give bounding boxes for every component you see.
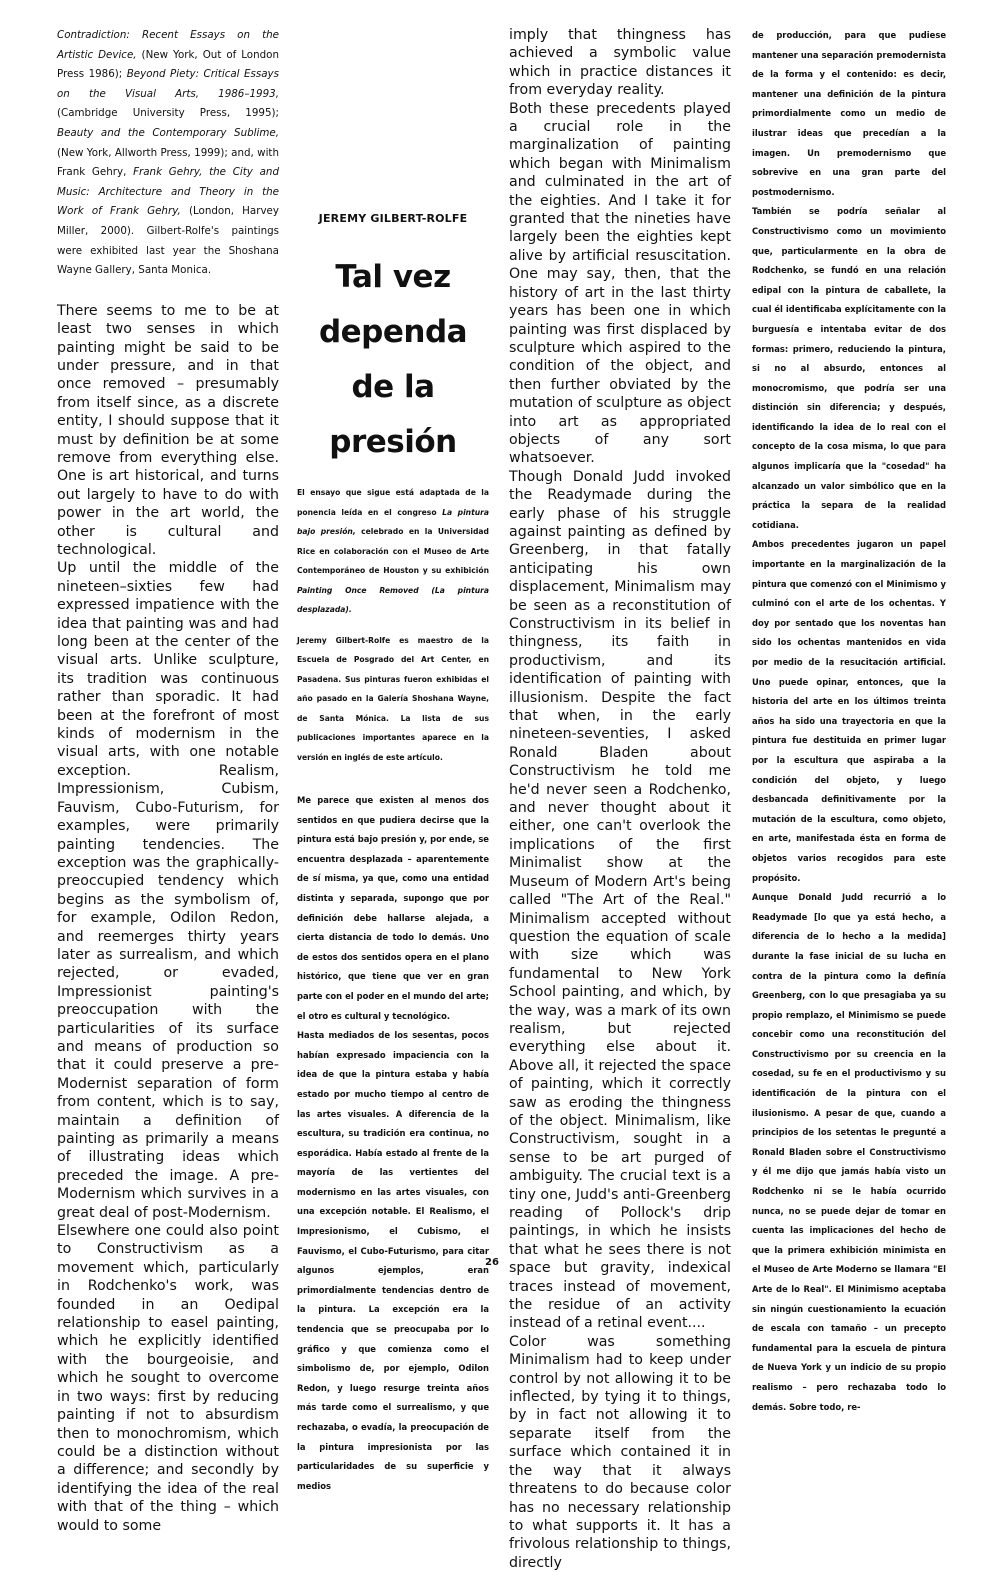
bibliography-footnote [57,26,279,281]
spanish-body-part-2 [752,26,946,1417]
paragraph: Though Donald Judd invoked the Readymade during the early phase of his struggle against painting as defined by Greenberg, in that fatally anticipating his own displacement, Minimalism may be seen as a reconstitution of Constructivism in its belief in thingness, its faith in productivism, and its identification of painting with illusionism. Despite the fact that when, in the early nineteen-seventies, I asked Ronald Bladen about Constructivism he told me he'd never seen a Rodchenko, and never thought about it either, one can't overlook the implications of the first Minimalist show at the Museum of Modern Art's being called "The Art of the Real." Minimalism accepted without question the equation of scale with size which was fundamental to New York School painting, and which, by the way, was a mark of its own realism, but rejected everything else about it. Above all, it rejected the space of painting, which it correctly saw as eroding the thingness of the object. Minimalism, like Constructivism, sought in a sense to be art purged of ambiguity. The crucial text is a tiny one, Judd's anti-Greenberg reading of Pollock's drip paintings, in which he insists that what he sees there is not space but gravity, indexical traces instead of movement, the residue of an activity instead of a retinal event.... [509,468,731,1332]
spanish-body-part-1 [297,791,489,1496]
paragraph: Up until the middle of the nineteen–sixties few had expressed impatience with the idea that painting was and had long been at the center of the visual arts. Unlike sculpture, its tradition was continuous rather than sporadic. It had been at the forefront of most kinds of modernism in the visual arts, with one notable exception. Realism, Impressionism, Cubism, Fauvism, Cubo-Futurism, for examples, were primarily painting tendencies. The exception was the graphically-preoccupied tendency which begins as the symbolism of, for example, Odilon Redon, and reemerges thirty years later as surrealism, and which rejected, or evaded, Impressionist painting's preoccupation with the particularities of its surface and means of production so that it could preserve a pre-Modernist separation of form from content, which is to say, maintain a definition of painting as primarily a means of illustrating ideas which preceded the image. A pre-Modernism which survives in a great deal of post-Modernism. [57,560,279,1221]
footnote-text: (London, Harvey Miller, 2000). Gilbert-Rolfe's paintings were exhibited last year the Shoshana Wayne Gallery, Santa Monica. [57,205,279,277]
book-title: Beauty and the Contemporary Sublime, [57,126,279,139]
paragraph: Me parece que existen al menos dos sentidos en que pudiera decirse que la pintura está bajo presión y, por ende, se encuentra desplazada – aparentemente de sí misma, ya que, como una entidad distinta y separada, supongo que por definición debe hallarse alejada, a cierta distancia de todo lo demás. Uno de estos dos sentidos opera en el plano histórico, que tiene que ver en gran parte con el poder en el mundo del arte; el otro es cultural y tecnológico. [297,795,489,1021]
author-name: JEREMY GILBERT-ROLFE [318,212,468,225]
column-3 [509,26,731,1572]
paragraph: Elsewhere one could also point to Constructivism as a movement which, particularly in Rodchenko's work, was founded in an Oedipal relationship to easel painting, which he explicitly identified with the bourgeoisie, and which he sought to overcome in two ways: first by reducing painting if not to absurdism then to monochromism, which could be a distinction without a difference; and secondly by identifying the idea of the real with that of the thing – which would to some [57,1223,279,1534]
english-body-part-1 [57,302,279,1535]
author-bio: Jeremy Gilbert-Rolfe es maestro de la Escuela de Posgrado del Art Center, en Pasadena. Sus pinturas fueron exhibidas el año pasado en la Galería Shoshana Wayne, de Santa Mónica. La lista de sus publicaciones importantes aparece en la versión en inglés de este artículo. [297,635,489,762]
conference-title: La pintura bajo presión, [297,507,489,536]
page-number: 26 [485,1257,499,1268]
book-title: Beyond Piety: Critical Essays on the Visual Arts, 1986–1993, [57,68,279,100]
editorial-note [297,483,489,620]
paragraph: Ambos precedentes jugaron un papel importante en la marginalización de la pintura que comenzó con el Minimismo y culminó con el arte de los ochentas. Y doy por sentado que los noventas han sido los ochentas mantenidos en vida por medio de la resucitación artificial. Uno puede opinar, entonces, que la historia del arte en los últimos treinta años ha sido una trayectoria en que la pintura fue destituida en primer lugar por la escultura que aspiraba a la condición del objeto, y luego desbancada definitivamente por la mutación de la escultura, como objeto, en arte, manifestada ésta en forma de objetos varios recogidos para este propósito. [752,539,946,883]
column-2 [297,26,489,1496]
note-text: El ensayo que sigue está adaptada de la ponencia leída en el congreso [297,488,489,517]
footnote-text: (New York, Out of London Press 1986); [57,48,279,81]
article-title [297,250,489,470]
paragraph: There seems to me to be at least two senses in which painting might be said to be under pressure, and in that once removed – presumably from itself since, as a discrete entity, I should suppose that it must by definition be at some remove from everything else. One is art historical, and turns out largely to have to do with power in the art world, the other is cultural and technological. [57,302,279,558]
paragraph: imply that thingness has achieved a symbolic value which in practice distances it from everyday reality. [509,27,731,99]
title-line: de la presión [329,369,457,460]
note-text: celebrado en la Universidad Rice en colaboración con el Museo de Arte Contemporáneo de Houston y su exhibición [297,527,489,575]
footnote-text: (New York, Allworth Press, 1999); and, with Frank Gehry, [57,146,279,179]
paragraph: de producción, para que pudiese mantener una separación premodernista de la forma y el contenido: es decir, mantener una definición de la pintura primordialmente como un medio de ilustrar ideas que precedían a la imagen. Un premodernismo que sobrevive en una gran parte del postmodernismo. [752,30,946,197]
column-4 [752,26,946,1417]
exhibition-title: Painting Once Removed (La pintura desplazada). [297,585,489,614]
paragraph: También se podría señalar al Constructivismo como un movimiento que, particularmente en la obra de Rodchenko, se fundó en una relación edipal con la pintura de caballete, la cual él identificaba explícitamente con la burguesía e intentaba evitar de dos formas: primero, reduciendo la pintura, si no al absurdo, entonces al monocromismo, que podría ser una distinción sin diferencia; y después, identificando la idea de lo real con el concepto de la cosa misma, lo que para algunos implicaría que la "cosedad" ha alcanzado un valor simbólico que en la práctica la separa de la realidad cotidiana. [752,206,946,530]
column-1 [57,26,279,1535]
english-body-part-2 [509,26,731,1572]
paragraph: Aunque Donald Judd recurrió a lo Readymade [lo que ya está hecho, a diferencia de lo hecho a la medida] durante la fase inicial de su lucha en contra de la pintura como la definía Greenberg, con lo que presagiaba ya su propio remplazo, el Minimismo se puede concebir como una reconstitución del Constructivismo por su creencia en la cosedad, su fe en el productivismo y su identificación de la pintura con el ilusionismo. A pesar de que, cuando a principios de los setentas le pregunté a Ronald Bladen sobre el Constructivismo y él me dijo que jamás había visto un Rodchenko ni se le había ocurrido nunca, no se puede dejar de tomar en cuenta las implicaciones del hecho de que la primera exhibición minimista en el Museo de Arte Moderno se llamara "El Arte de lo Real". El Minimismo aceptaba sin ningún cuestionamiento la ecuación de escala con tamaño – un precepto fundamental para la escuela de pintura de Nueva York y un indicio de su propio realismo – pero rechazaba todo lo demás. Sobre todo, re- [752,892,946,1412]
book-title: Frank Gehry, the City and Music: Architecture and Theory in the Work of Frank Gehry, [57,166,279,218]
book-title: Contradiction: Recent Essays on the Artistic Device, [57,29,279,61]
paragraph: Both these precedents played a crucial role in the marginalization of painting which began with Minimalism and culminated in the art of the eighties. And I take it for granted that the nineties have largely been the eighties kept alive by artificial resuscitation. One may say, then, that the history of art in the last thirty years has been one in which painting was first displaced by sculpture which aspired to the condition of the object, and then further obviated by the mutation of sculpture as object into art as appropriated objects of any sort whatsoever. [509,100,731,467]
paragraph: Hasta mediados de los sesentas, pocos habían expresado impaciencia con la idea de que la pintura estaba y había estado por mucho tiempo al centro de las artes visuales. A diferencia de la escultura, su tradición era continua, no esporádica. Había estado al frente de la mayoría de las vertientes del modernismo en las artes visuales, con una excepción notable. El Realismo, el Impresionismo, el Cubismo, el Fauvismo, el Cubo-Futurismo, para citar algunos ejemplos, eran primordialmente tendencias dentro de la pintura. La excepción era la tendencia que se preocupaba por lo gráfico y que comienza como el simbolismo de, por ejemplo, Odilon Redon, y luego resurge treinta años más tarde como el surrealismo, y que rechazaba, o evadía, la preocupación de la pintura impresionista por las particularidades de su superficie y medios [297,1030,489,1491]
title-line: Tal vez dependa [318,259,468,350]
footnote-text: (Cambridge University Press, 1995); [57,107,279,120]
paragraph: Color was something Minimalism had to keep under control by not allowing it to be inflected, by tying it to things, by in fact not allowing it to separate itself from the surface which contained it in the way that it always threatens to do because color has no necessary relationship to what supports it. It has a frivolous relationship to things, directly [509,1333,731,1571]
